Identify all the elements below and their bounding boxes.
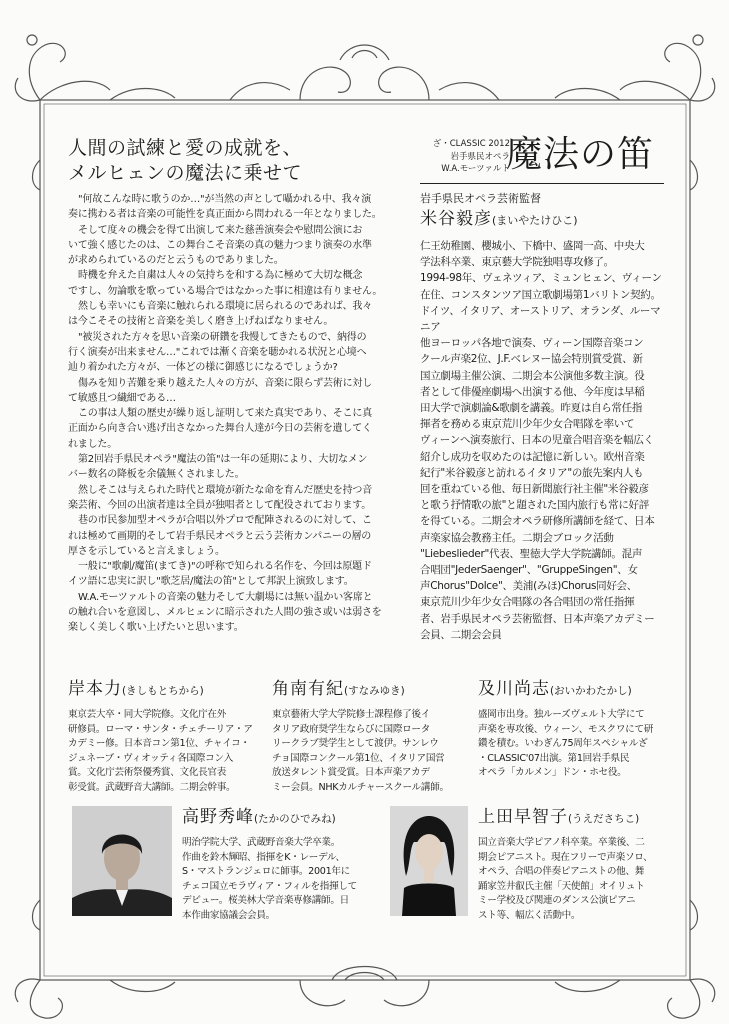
performer-bio: 東京芸大卒・同大学院修。文化庁在外 研修員。ローマ・サンタ・チェチーリア・ア カデミー修。日本音コン第1位、チャイコ・ ジュネーブ・ヴィオッティ各国際コン入 賞。文化庁芸術祭優秀賞、文化長官表 彰受賞。武蔵野音大講師。二期会幹事。 — [68, 709, 253, 793]
performer-photo — [390, 806, 468, 916]
director-role: 岩手県民オペラ芸術監督 — [420, 192, 541, 205]
essay-paragraph: 一般に"歌劇/魔笛(まてき)"の呼称で知られる名作を、今回は原題ド イツ語に忠実に訳し"歌芝居/魔法の笛"として邦訳上演致します。 — [68, 561, 372, 588]
performer-card — [478, 806, 683, 924]
performer-bio: 東京藝術大学大学院修士課程修了後イ タリア政府奨学生ならびに国際ロータ リークラブ奨学生として渡伊。サンレウ チョ国際コンクール第1位、イタリア国営 放送タレント賞受賞。日本声楽アカデ ミー会員。NHKカルチャースクール講師。 — [272, 709, 449, 793]
performer-card — [272, 678, 472, 796]
performer-name-text: 高野秀峰 — [182, 807, 254, 827]
director-bio: 仁王幼稚園、櫻城小、下橋中、盛岡一高、中央大 学法科卒業、東京藝大学院独唱専攻修了。 1994-98年、ヴェネツィア、ミュンヒェン、ヴィーン 在住、コンスタンツア国立歌劇場第1バリトン契約。 ドイツ、イタリア、オーストリア、オランダ、ルーマニア 他ヨーロッパ各地で演奏、ヴィーン国際音楽コン クール声楽2位、J.F.ベレヌー協会特別賞受賞、新 国立劇場主催公演、二期会本公演他多数主演。役 者として俳優座劇場へ出演する他、今年度は早稲 田大学で演劇論&歌劇を講義。昨夏は自ら常任指 揮者を務める東京荒川少年少女合唱隊を率いて ヴィーンへ演奏旅行、日本の児童合唱音楽を幅広く 紹介し成功を収めたのは記憶に新しい。欧州音楽 紀行"米谷毅彦と訪れるイタリア"の旅先案内人も 回を重ねている他、毎日新聞旅行社主催"米谷毅彦 と歌う抒情歌の旅"と題された国内旅行も常に好評 を得ている。二期会オペラ研修所講師を経て、日本 声楽家協会教務主任。二期会ブロック活動 "Liebeslieder"代表、聖徳大学大学院講師。混声 合唱団"JederSaenger"、"GruppeSingen"、女 声Chorus"Dolce"、美浦(みほ)Chorus同好会、 東京荒川少年少女合唱隊の各合唱団の常任指揮 者、岩手県民オペラ芸術監督、日本声楽アカデミー 会員、二期会会員 — [420, 240, 662, 641]
series-line: 岩手県民オペラ — [450, 151, 510, 162]
essay-paragraph: "何故こんな時に歌うのか…"が当然の声として囁かれる中、我々演 奏に携わる者は音楽の可能性を真正面から問われる一年となりました。 — [68, 194, 382, 221]
series-caption — [418, 138, 510, 176]
director-reading: (まいやたけひこ) — [492, 214, 578, 227]
performer-reading: (たかのひでみね) — [254, 813, 336, 825]
performer-name — [68, 678, 268, 702]
director-name — [420, 208, 578, 232]
director-name-text: 米谷毅彦 — [420, 209, 492, 229]
performer-reading: (すなみゆき) — [344, 685, 405, 697]
performer-name — [478, 678, 683, 702]
essay-paragraph: 時機を弁えた自粛は人々の気持ちを和する為に極めて大切な概念 ですし、勿論歌を歌っている場合ではなかった事に相違は有りません。 — [68, 270, 383, 297]
essay-title-line2: メルヒェンの魔法に乗せて — [68, 162, 303, 184]
performer-name — [272, 678, 472, 702]
essay-title — [68, 136, 368, 186]
essay-paragraph: "被災された方々を思い音楽の研鑽を我慢してきたもので、納得の 行く演奏が出来ません…"これでは漸く音楽を聴かれる状況と心境へ 辿り着かれた方々が、一体どの様に御感じになるでしょうか? — [68, 331, 367, 374]
series-line: W.A.モーツァルト — [441, 164, 510, 174]
essay-paragraph: 傷みを知り苦難を乗り越えた人々の方が、音楽に限らず芸術に対し て敏感且つ繊細である… — [68, 377, 372, 404]
essay-paragraph: 然しも幸いにも音楽に触れられる環境に居られるのであれば、我々 は今こそその技術と音楽を美しく磨き上げねばなりません。 — [68, 301, 372, 328]
performer-reading: (きしもとちから) — [122, 685, 204, 697]
performer-name-text: 及川尚志 — [478, 679, 550, 699]
performer-name — [478, 806, 683, 830]
performer-card — [478, 678, 683, 781]
performer-name-text: 岸本力 — [68, 679, 122, 699]
essay-body — [68, 192, 398, 636]
performer-name-text: 上田早智子 — [478, 807, 568, 827]
performer-reading: (おいかわたかし) — [550, 685, 632, 697]
page-title: 魔法の笛 — [506, 134, 655, 175]
essay-paragraph: 然しそこは与えられた時代と環境が新たな命を育んだ歴史を持つ音 楽芸術、今回の出演者達は全員が独唱者として配役されております。 — [68, 484, 372, 511]
essay-paragraph: W.A.モーツァルトの音楽の魅力そして大劇場には無い温かい客席と の触れ合いを意図し、メルヒェンに暗示された人間の強さ或いは弱さを 楽しく美しく歌い上げたいと思います。 — [68, 591, 382, 634]
performer-bio: 国立音楽大学ピアノ科卒業。卒業後、二 期会ピアニスト。現在フリーで声楽ソロ、 オペラ、合唱の伴奏ピアニストの他、舞 踊家笠井叡氏主催「天使館」オイリュト ミー学校及び関連のダンス公演ピアニ スト等、幅広く活動中。 — [478, 837, 653, 921]
series-line: ざ・CLASSIC 2012 — [432, 139, 510, 149]
essay-paragraph: 第2回岩手県民オペラ"魔法の笛"は一年の延期により、大切なメン バー数名の降板を余儀無くされました。 — [68, 454, 368, 481]
essay-paragraph: そして度々の機会を得て出演して来た慈善演奏会や慰問公演にお いて強く感じたのは、この舞台こそ音楽の真の魅力つまり演奏の水準 が求められているのだと云うものでありました。 — [68, 224, 372, 267]
performer-bio: 盛岡市出身。独ルーズヴェルト大学にて 声楽を専攻後、ウィーン、モスクワにて研 鑽を積む。いわぎん75周年スペシャルざ ・CLASSIC'07出演。第1回岩手県民 オペラ「カルメン」ドン・ホセ役。 — [478, 709, 654, 779]
performer-bio: 明治学院大学、武蔵野音楽大学卒業。 作曲を鈴木輝昭、指揮をK・レーデル、 S・マストランジェロに師事。2001年に チェコ国立モラヴィア・フィルを指揮して デビュー。桜美林大学音楽専修講師。日 本作曲家協議会会員。 — [182, 837, 357, 921]
performer-card — [182, 806, 382, 924]
performer-photo — [72, 806, 172, 916]
essay-paragraph: この事は人類の歴史が繰り返し証明して来た真実であり、そこに真 正面から向き合い逃げ出さなかった舞台人達が今日の芸術を遺してく れました。 — [68, 408, 372, 450]
essay-title-line1: 人間の試練と愛の成就を、 — [68, 137, 303, 159]
title-underline — [420, 183, 664, 184]
performer-name-text: 角南有紀 — [272, 679, 344, 699]
performer-reading: (うえださちこ) — [568, 813, 640, 825]
performer-card — [68, 678, 268, 796]
performer-name — [182, 806, 382, 830]
essay-paragraph: 巷の市民参加型オペラが合唱以外プロで配陣されるのに対して、こ れは極めて画期的そして岩手県民オペラと云う芸術カンパニーの層の 厚さを示していると言えましょう。 — [68, 515, 372, 557]
